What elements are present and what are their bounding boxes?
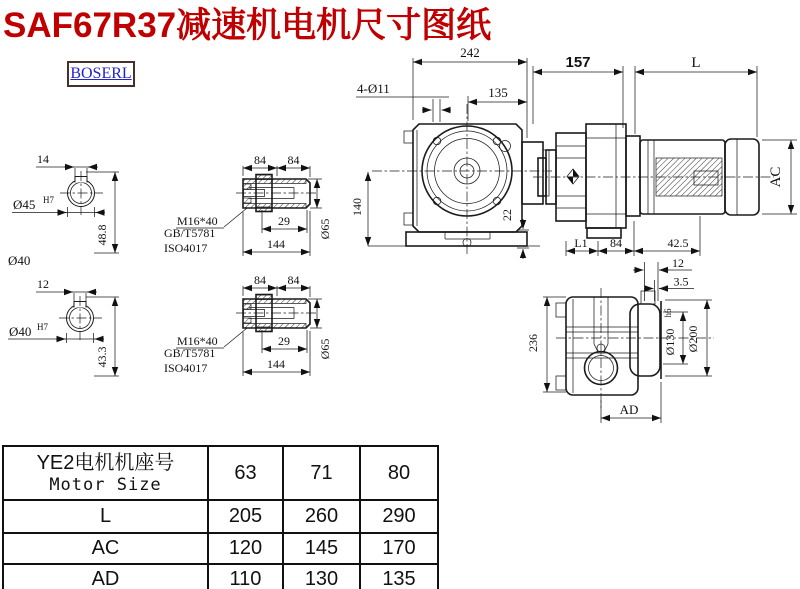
dim-rear-84: 84 <box>610 236 622 250</box>
table-header-cell <box>3 446 208 500</box>
dim-keyway-width-top: 14 <box>37 152 49 166</box>
dim-front-bolt-holes: 4-Ø11 <box>357 81 390 96</box>
motor-size-table <box>2 445 439 589</box>
value-AC-71: 145 <box>283 533 360 564</box>
motor-frame-71: 71 <box>283 446 360 500</box>
dim-rear-ad: AD <box>619 402 639 417</box>
value-AC-80: 170 <box>360 533 438 564</box>
dim-rear-3-5: 3.5 <box>673 274 689 289</box>
gearmotor-side-view <box>533 54 797 238</box>
label-bolt-bottom: M16*40 <box>177 334 218 348</box>
dim-rear-12: 12 <box>672 256 684 270</box>
dim-front-width: 242 <box>460 45 480 60</box>
dim-keyway-height-top: 48.8 <box>95 224 109 246</box>
table-row-L <box>3 500 438 533</box>
row-label-AC: AC <box>3 533 208 564</box>
value-L-71: 260 <box>283 500 360 533</box>
label-bolt-top: M16*40 <box>177 214 218 228</box>
dim-keyway-width-bottom: 12 <box>37 277 49 291</box>
table-row-AC <box>3 533 438 564</box>
motor-frame-80: 80 <box>360 446 438 500</box>
value-L-80: 290 <box>360 500 438 533</box>
table-header-en: Motor Size <box>49 475 162 495</box>
dim-bushing-top-84b: 84 <box>287 153 300 167</box>
table-header-row <box>3 446 438 500</box>
bushing-bottom-view <box>164 273 332 376</box>
value-L-63: 205 <box>208 500 283 533</box>
dim-bore-bottom: Ø40 <box>9 324 32 339</box>
label-std-gb-bottom: GB/T5781 <box>164 346 216 360</box>
label-std-gb-top: GB/T5781 <box>164 226 216 240</box>
bushing-top-view <box>164 153 332 256</box>
value-AD-80: 135 <box>360 564 438 589</box>
dim-bushing-top-144: 144 <box>267 237 285 251</box>
dim-keyway-height-bottom: 43.3 <box>95 346 109 368</box>
dim-bushing-bot-29: 29 <box>278 334 290 348</box>
hollow-shaft-top-view <box>8 152 119 268</box>
dim-shaft-dia: Ø40 <box>8 253 31 268</box>
dim-bushing-top-29: 29 <box>278 214 290 228</box>
table-header-cn: YE2电机机座号 <box>36 452 175 474</box>
dim-front-foot: 22 <box>500 209 514 221</box>
label-std-iso-top: ISO4017 <box>164 241 208 255</box>
gearbox-front-view <box>350 45 552 259</box>
dim-bushing-top-dia: Ø65 <box>318 218 332 240</box>
dim-bushing-top-84a: 84 <box>254 153 266 167</box>
dim-bore-top: Ø45 <box>13 197 36 212</box>
dim-rear-height: 236 <box>526 334 540 352</box>
row-label-AD: AD <box>3 564 208 589</box>
value-AC-63: 120 <box>208 533 283 564</box>
hollow-shaft-bottom-view <box>8 277 119 376</box>
dim-bushing-bot-dia: Ø65 <box>318 338 332 360</box>
dim-bushing-bot-84b: 84 <box>287 273 300 287</box>
dim-rear-spigot-fit: h6 <box>663 308 673 318</box>
motor-frame-63: 63 <box>208 446 283 500</box>
dim-side-motor-length: L <box>691 55 701 71</box>
dim-front-hole-span: 135 <box>488 85 508 100</box>
table-row-AD <box>3 564 438 589</box>
dim-side-motor-height: AC <box>768 166 784 188</box>
dim-front-center-height: 140 <box>350 198 364 216</box>
boserl-logo: BOSERL <box>67 61 135 87</box>
dim-bore-fit-top: H7 <box>43 195 54 205</box>
value-AD-71: 130 <box>283 564 360 589</box>
dim-bore-fit-bottom: H7 <box>37 322 48 332</box>
label-std-iso-bottom: ISO4017 <box>164 361 208 375</box>
gearbox-rear-view <box>526 216 714 423</box>
dim-rear-spigot: Ø130 <box>663 328 677 356</box>
dim-side-gear-length: 157 <box>565 54 591 71</box>
dim-bushing-bot-84a: 84 <box>254 273 266 287</box>
page-title: SAF67R37减速机电机尺寸图纸 <box>3 6 492 45</box>
dim-bushing-bot-144: 144 <box>267 357 285 371</box>
row-label-L: L <box>3 500 208 533</box>
dim-rear-flange-dia: Ø200 <box>686 325 700 353</box>
dim-rear-42-5: 42.5 <box>667 236 689 250</box>
value-AD-63: 110 <box>208 564 283 589</box>
dim-rear-l1: L1 <box>574 236 588 250</box>
